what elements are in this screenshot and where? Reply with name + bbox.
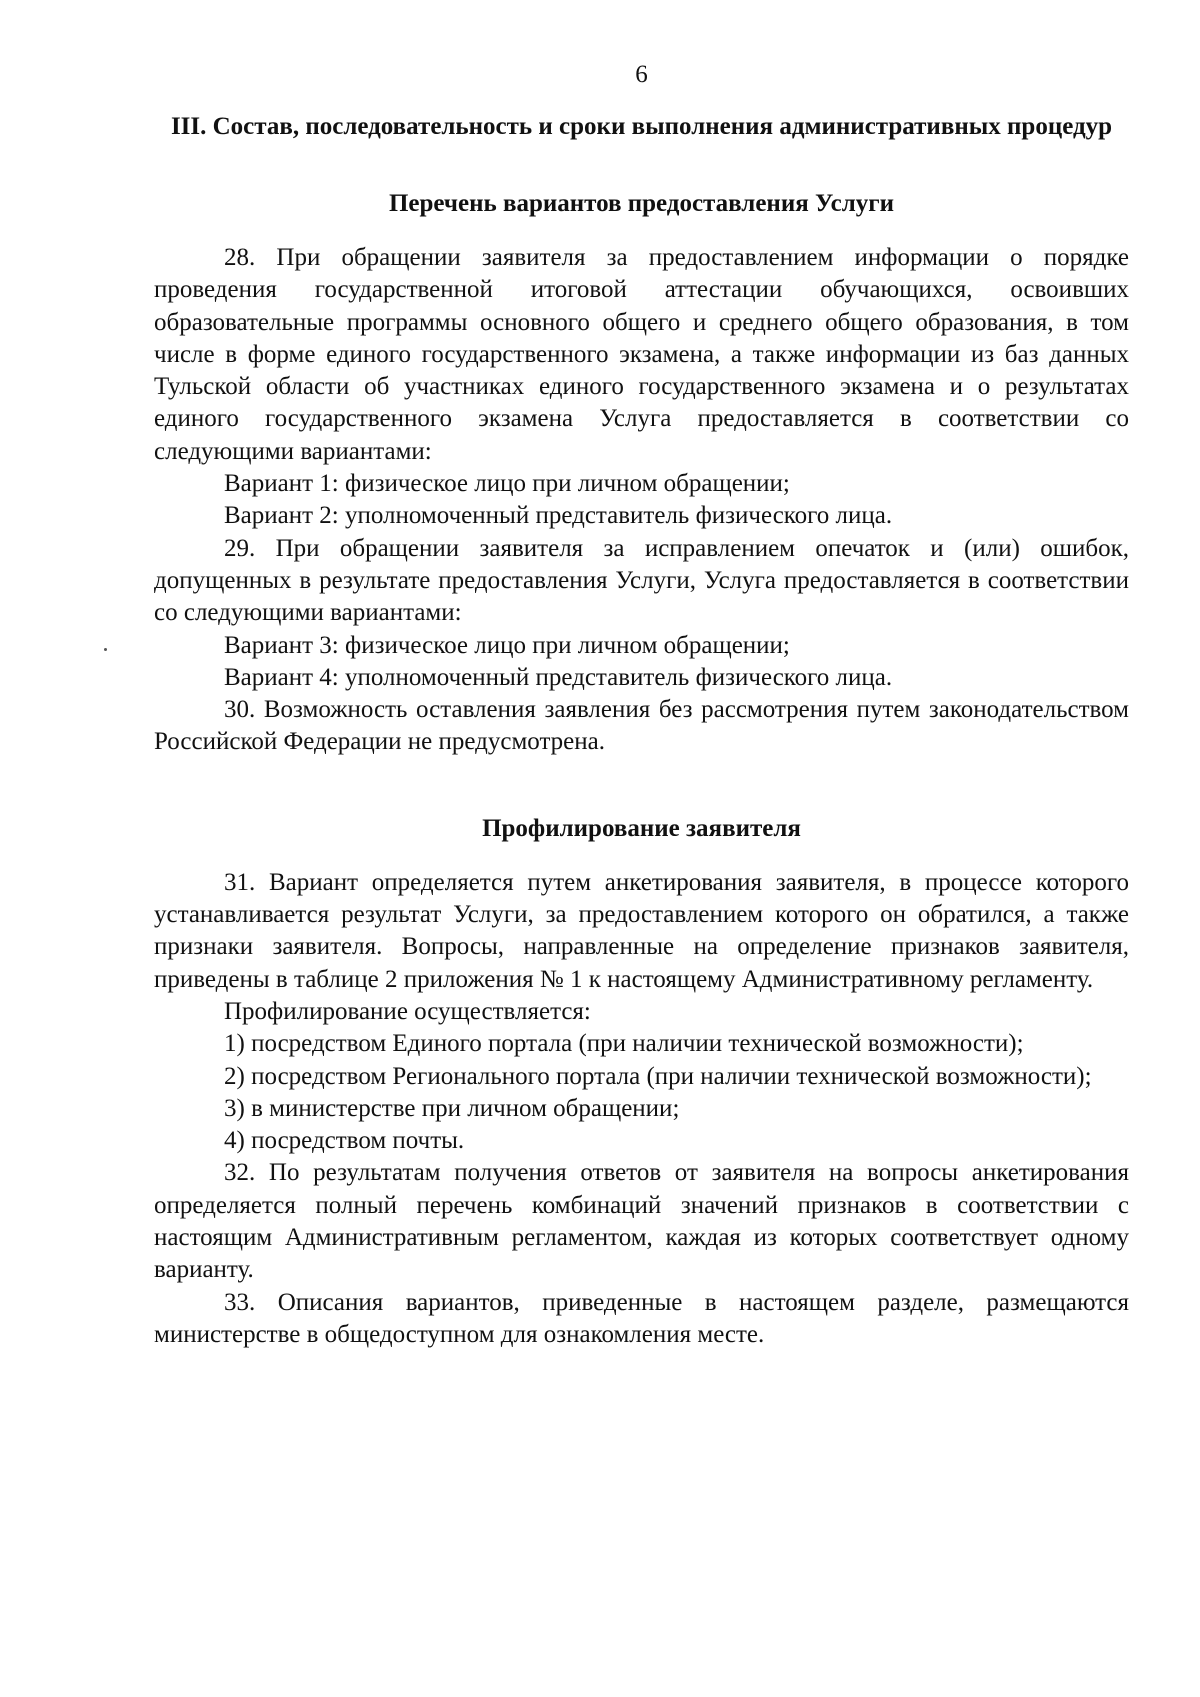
paragraph-31: 31. Вариант определяется путем анкетирования заявителя, в процессе которого устанавливается результат Услуги, за предоставлением которого он обратился, а также признаки заявителя. Вопросы, направленные на определение признаков заявителя, приведены в таблице 2 приложения № 1 к настоящему Административному регламенту. bbox=[154, 868, 1129, 993]
paragraph-variant-4: Вариант 4: уполномоченный представитель физического лица. bbox=[224, 663, 893, 691]
section-title: III. Состав, последовательность и сроки выполнения административных процедур bbox=[170, 113, 1113, 140]
paragraph-variant-2: Вариант 2: уполномоченный представитель физического лица. bbox=[224, 502, 893, 530]
paragraph-33: 33. Описания вариантов, приведенные в настоящем разделе, размещаются министерстве в общедоступном для ознакомления месте. bbox=[154, 1288, 1129, 1348]
paragraph-variant-3: Вариант 3: физическое лицо при личном обращении; bbox=[224, 631, 790, 659]
subheading-variants: Перечень вариантов предоставления Услуги bbox=[388, 190, 895, 217]
paragraph-profiling-1: 1) посредством Единого портала (при наличии технической возможности); bbox=[224, 1030, 1024, 1058]
document-page bbox=[154, 60, 1129, 1351]
paragraph-28: 28. При обращении заявителя за предоставлением информации о порядке проведения государственной итоговой аттестации обучающихся, освоивших образовательные программы основного общего и среднего общего образования, в том числе в форме единого государственного экзамена, а также информации из баз данных Тульской области об участниках единого государственного экзамена и о результатах единого государственного экзамена Услуга предоставляется в соответствии со следующими вариантами: bbox=[154, 244, 1129, 465]
paragraph-profiling-4: 4) посредством почты. bbox=[224, 1127, 465, 1155]
paragraph-32: 32. По результатам получения ответов от заявителя на вопросы анкетирования определяется полный перечень комбинаций значений признаков в соответствии с настоящим Административным регламентом, каждая из которых соответствует одному варианту. bbox=[154, 1159, 1129, 1284]
subheading-profiling: Профилирование заявителя bbox=[482, 814, 801, 842]
paragraph-profiling-intro: Профилирование осуществляется: bbox=[224, 997, 591, 1025]
paragraph-profiling-2: 2) посредством Регионального портала (при наличии технической возможности); bbox=[224, 1062, 1092, 1090]
scan-speck bbox=[104, 648, 107, 651]
paragraph-29: 29. При обращении заявителя за исправлением опечаток и (или) ошибок, допущенных в результате предоставления Услуги, Услуга предоставляется в соответствии со следующими вариантами: bbox=[154, 534, 1129, 627]
paragraph-variant-1: Вариант 1: физическое лицо при личном обращении; bbox=[224, 470, 790, 498]
paragraph-30: 30. Возможность оставления заявления без рассмотрения путем законодательством Российской Федерации не предусмотрена. bbox=[154, 696, 1129, 756]
paragraph-profiling-3: 3) в министерстве при личном обращении; bbox=[224, 1094, 680, 1122]
page-number: 6 bbox=[635, 61, 648, 88]
